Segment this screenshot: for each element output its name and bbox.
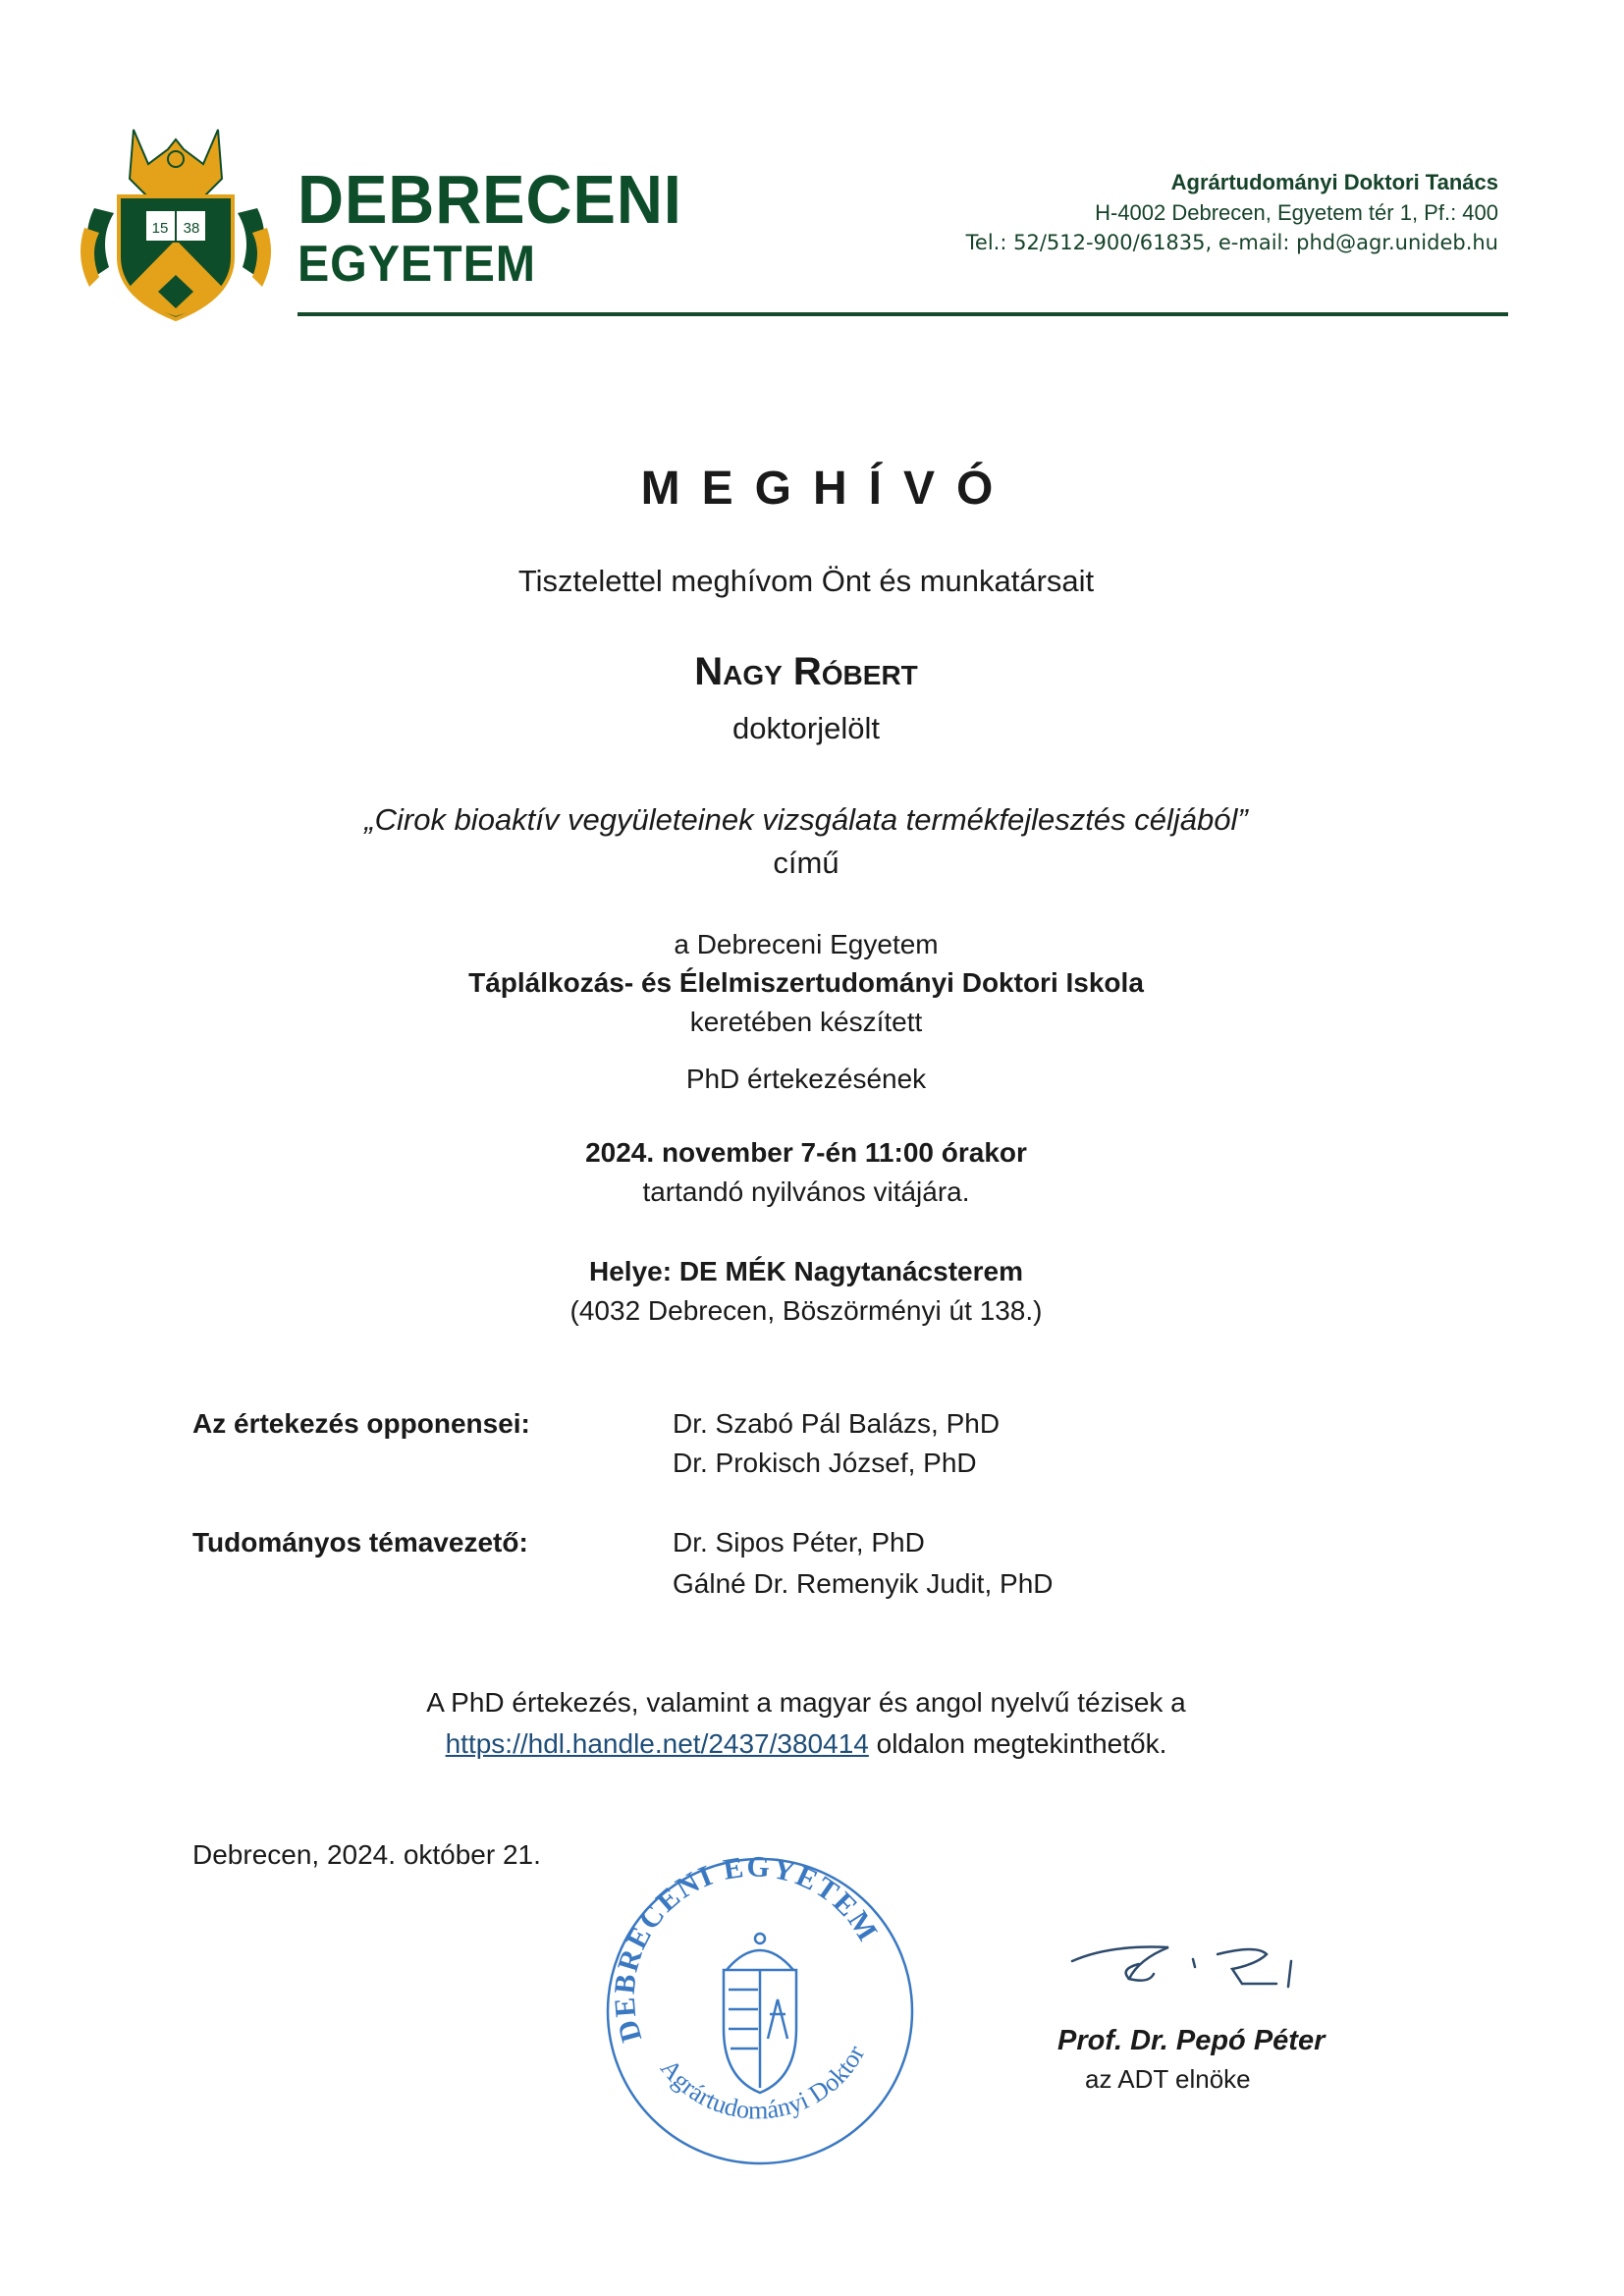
- place-date: Debrecen, 2024. október 21.: [192, 1839, 541, 1870]
- council-name: Agrártudományi Doktori Tanács: [1170, 170, 1498, 194]
- council-contact: Tel.: 52/512-900/61835, e-mail: phd@agr.unideb.hu: [965, 231, 1498, 254]
- svg-text:15: 15: [151, 220, 169, 237]
- signature: [1070, 1940, 1306, 1998]
- doctoral-school: Táplálkozás- és Élelmiszertudományi Doktori Iskola: [468, 967, 1144, 998]
- svg-text:Agrártudományi Doktori Tanács: Agrártudományi Doktor: [655, 2041, 871, 2125]
- venue: Helye: DE MÉK Nagytanácsterem: [589, 1256, 1023, 1286]
- supervisor-2: Gálné Dr. Remenyik Judit, PhD: [673, 1568, 1054, 1599]
- intro-text: Tisztelettel meghívom Önt és munkatársait: [517, 564, 1095, 598]
- university-crest-logo: [75, 120, 277, 322]
- opponent-2: Dr. Prokisch József, PhD: [673, 1448, 977, 1478]
- council-address: H-4002 Debrecen, Egyetem tér 1, Pf.: 400: [1095, 200, 1498, 225]
- availability-text: A PhD értekezés, valamint a magyar és angol nyelvű tézisek a: [426, 1687, 1186, 1718]
- phd-line: PhD értekezésének: [685, 1064, 927, 1094]
- defense-datetime: 2024. november 7-én 11:00 órakor: [585, 1137, 1027, 1168]
- header-divider: [298, 312, 1508, 316]
- opponents-label: Az értekezés opponensei:: [192, 1408, 530, 1439]
- signer-name: Prof. Dr. Pepó Péter: [1057, 2025, 1326, 2056]
- debate-line: tartandó nyilvános vitájára.: [642, 1176, 970, 1207]
- svg-text:DEBRECENI EGYETEM: DEBRECENI EGYETEM: [608, 1852, 886, 2047]
- candidate-role: doktorjelölt: [732, 711, 880, 745]
- brand-name-line2: EGYETEM: [298, 236, 536, 293]
- opponent-1: Dr. Szabó Pál Balázs, PhD: [673, 1408, 1001, 1439]
- svg-text:38: 38: [183, 220, 200, 237]
- thesis-link[interactable]: https://hdl.handle.net/2437/380414: [445, 1728, 869, 1759]
- brand-name-line1: DEBRECENI: [298, 161, 682, 238]
- availability-suffix: oldalon megtekinthetők.: [868, 1728, 1167, 1759]
- venue-address: (4032 Debrecen, Böszörményi út 138.): [569, 1295, 1043, 1326]
- signer-role: az ADT elnöke: [1085, 2064, 1251, 2094]
- university-line: a Debreceni Egyetem: [674, 929, 939, 959]
- supervisor-1: Dr. Sipos Péter, PhD: [673, 1527, 925, 1558]
- supervisor-label: Tudományos témavezető:: [192, 1527, 528, 1558]
- official-stamp: [601, 1852, 919, 2170]
- thesis-title: „Cirok bioaktív vegyületeinek vizsgálata termékfejlesztés céljából”: [364, 802, 1248, 837]
- document-title: MEGHÍVÓ: [640, 463, 1015, 515]
- framework-line: keretében készített: [689, 1007, 923, 1037]
- availability-link-line: [0, 1728, 1612, 1760]
- thesis-suffix: című: [773, 846, 839, 880]
- candidate-name: Nagy Róbert: [694, 650, 918, 693]
